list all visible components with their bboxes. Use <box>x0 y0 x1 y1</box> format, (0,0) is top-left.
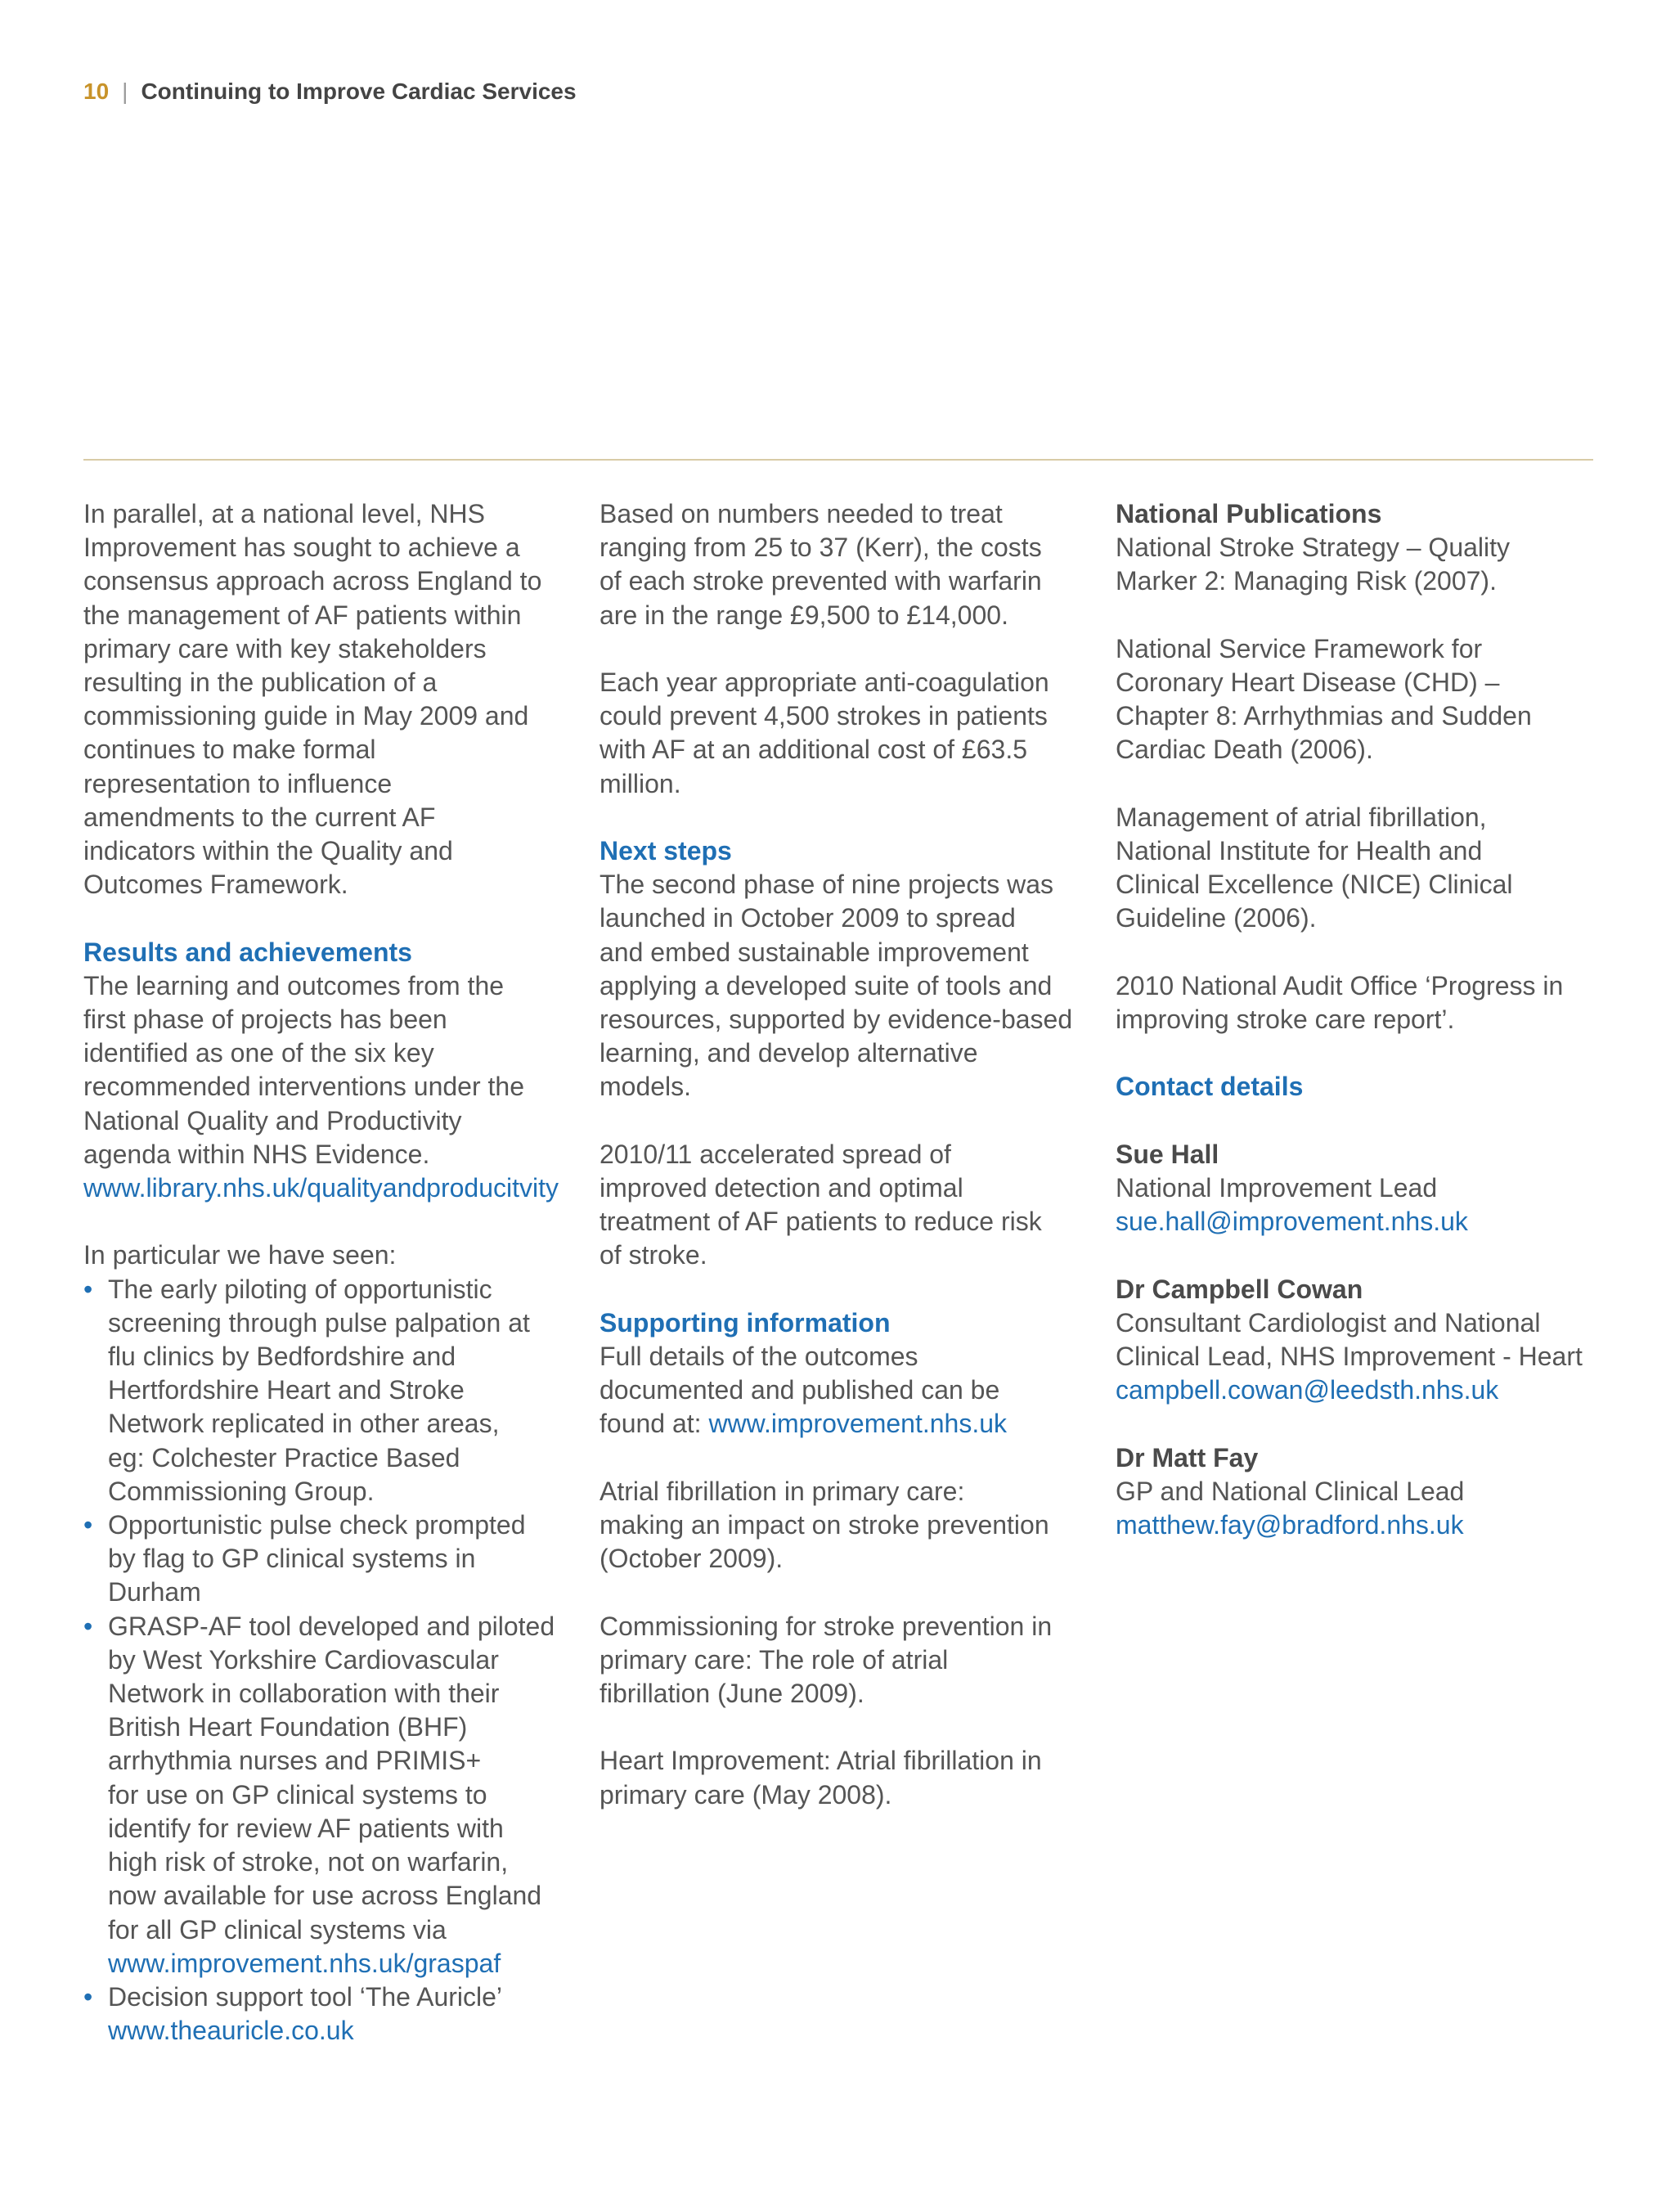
list-item: • Decision support tool ‘The Auricle’ www.theauricle.co.uk <box>83 1981 503 2046</box>
document-title: Continuing to Improve Cardiac Services <box>141 79 577 104</box>
bullet-icon: • <box>83 1274 93 1304</box>
supporting-info-paragraph: Full details of the outcomes documented and published can be found at: www.improvement.nhs.uk <box>599 1342 1008 1439</box>
contact-name: Dr Campbell Cowan <box>1116 1274 1363 1304</box>
nhs-evidence-link[interactable]: www.library.nhs.uk/qualityandproducitvity <box>83 1173 559 1203</box>
results-paragraph: The learning and outcomes from the first phase of projects has been identified as one of the six key recommended interventions under the National Quality and Productivity agenda within NHS Evidence. www.library.nhs.uk/qualityandproducitvity <box>83 970 559 1203</box>
page-header <box>83 79 577 105</box>
contact-role: GP and National Clinical Lead <box>1116 1476 1465 1506</box>
contact-card <box>1116 1138 1606 1239</box>
achievements-list <box>83 1273 574 2048</box>
column-2 <box>599 497 1090 1812</box>
list-item: • Opportunistic pulse check prompted by flag to GP clinical systems in Durham <box>83 1510 526 1607</box>
cost-paragraph: Based on numbers needed to treat ranging from 25 to 37 (Kerr), the costs of each stroke prevented with warfarin are in the range £9,500 to £14,000. <box>599 499 1042 630</box>
anticoagulation-paragraph: Each year appropriate anti-coagulation could prevent 4,500 strokes in patients with AF at an additional cost of £63.5 million. <box>599 668 1049 798</box>
contact-role: Consultant Cardiologist and National Clinical Lead, NHS Improvement - Heart <box>1116 1307 1583 1371</box>
second-phase-paragraph: The second phase of nine projects was launched in October 2009 to spread and embed sustainable improvement applying a developed suite of tools and resources, supported by evidence-based learning, and develop alternative models. <box>599 870 1073 1102</box>
contact-name: Sue Hall <box>1116 1139 1219 1169</box>
reference-item: Heart Improvement: Atrial fibrillation in primary care (May 2008). <box>599 1746 1042 1810</box>
page-number: 10 <box>83 79 110 104</box>
supporting-info-heading: Supporting information <box>599 1307 891 1338</box>
publication-item: National Stroke Strategy – Quality Marker 2: Managing Risk (2007). <box>1116 533 1511 596</box>
publication-item: 2010 National Audit Office ‘Progress in improving stroke care report’. <box>1116 970 1564 1034</box>
reference-item: Commissioning for stroke prevention in primary care: The role of atrial fibrillation (June 2009). <box>599 1611 1053 1709</box>
intro-paragraph: In parallel, at a national level, NHS Improvement has sought to achieve a consensus approach across England to the management of AF patients within primary care with key stakeholders resulting in the publication of a commissioning guide in May 2009 and continues to make formal representation to influence amendments to the current AF indicators within the Quality and Outcomes Framework. <box>83 499 542 900</box>
bullet-icon: • <box>83 1981 93 2012</box>
auricle-link[interactable]: www.theauricle.co.uk <box>108 2016 354 2046</box>
section-divider <box>83 459 1593 461</box>
contact-heading: Contact details <box>1116 1072 1304 1102</box>
publication-item: Management of atrial fibrillation, National Institute for Health and Clinical Excellence (NICE) Clinical Guideline (2006). <box>1116 802 1513 933</box>
contact-email[interactable]: campbell.cowan@leedsth.nhs.uk <box>1116 1375 1499 1405</box>
list-item: • GRASP-AF tool developed and piloted by West Yorkshire Cardiovascular Network in collaboration with their British Heart Foundation (BHF) arrhythmia nurses and PRIMIS+ for use on GP clinical systems to identify for review AF patients with high risk of stroke, not on warfarin, now available for use across England for all GP clinical systems via www.improvement.nhs.uk/graspaf <box>83 1611 555 1978</box>
contact-name: Dr Matt Fay <box>1116 1442 1259 1472</box>
contact-email[interactable]: sue.hall@improvement.nhs.uk <box>1116 1207 1468 1237</box>
column-1 <box>83 497 574 2048</box>
graspaf-link[interactable]: www.improvement.nhs.uk/graspaf <box>108 1948 501 1978</box>
next-steps-heading: Next steps <box>599 836 732 865</box>
publications-heading: National Publications <box>1116 499 1382 528</box>
header-separator: | <box>122 79 128 104</box>
column-3 <box>1116 497 1606 1542</box>
results-heading: Results and achievements <box>83 937 412 967</box>
contact-card <box>1116 1441 1606 1543</box>
improvement-link[interactable]: www.improvement.nhs.uk <box>708 1409 1008 1439</box>
contact-role: National Improvement Lead <box>1116 1172 1438 1203</box>
particular-intro: In particular we have seen: <box>83 1240 397 1270</box>
contact-card <box>1116 1273 1606 1408</box>
list-item: • The early piloting of opportunistic screening through pulse palpation at flu clinics by Bedfordshire and Hertfordshire Heart and Stroke Network replicated in other areas, eg: Colchester Practice Based Commissioning Group. <box>83 1274 530 1506</box>
bullet-icon: • <box>83 1510 93 1540</box>
bullet-icon: • <box>83 1611 93 1641</box>
publication-item: National Service Framework for Coronary Heart Disease (CHD) – Chapter 8: Arrhythmias and Sudden Cardiac Death (2006). <box>1116 633 1532 765</box>
reference-item: Atrial fibrillation in primary care: making an impact on stroke prevention (October 2009). <box>599 1476 1049 1574</box>
contact-email[interactable]: matthew.fay@bradford.nhs.uk <box>1116 1509 1464 1540</box>
accelerated-spread-paragraph: 2010/11 accelerated spread of improved detection and optimal treatment of AF patients to reduce risk of stroke. <box>599 1139 1042 1270</box>
